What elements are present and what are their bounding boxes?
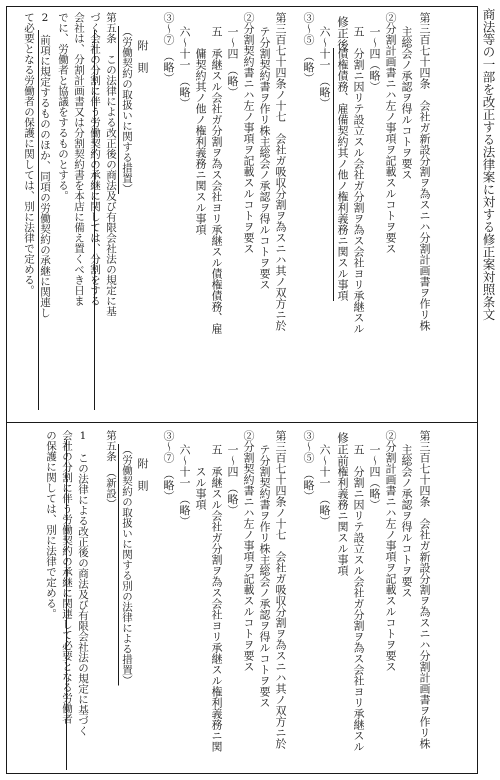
lower-line-4: 一〜四（略）	[368, 444, 381, 510]
lower-line-22: の保護に関しては、別に法律で定める。	[45, 430, 57, 619]
upper-line-11: ②分割契約書ニハ左ノ事項ヲ記載スルコトヲ要ス	[242, 12, 255, 254]
upper-line-20: づく会社の分割に伴う労働契約の承継に関しては、分割をする	[89, 12, 101, 306]
deleted-text-marker	[66, 440, 67, 770]
lower-line-9: 第三百七十四条ノ十七 会社ガ吸収分割ヲ為スニハ其ノ双方ニ於	[274, 430, 287, 749]
lower-line-21: 会社の分割に伴う労働契約の承継に関連して必要となる労働者	[61, 430, 73, 724]
lower-line-17: 附 則	[136, 458, 149, 491]
upper-section-header: 修正後	[336, 16, 350, 51]
upper-line-6: 債権債務、雇備契約其ノ他ノ権利義務ニ関スル事項	[336, 48, 349, 301]
lower-line-10: テ分割契約書ヲ作リ株主総会ノ承認ヲ得ルコトヲ要ス	[258, 444, 271, 708]
added-text-marker	[94, 30, 95, 410]
lower-line-20: 1 この法律による改正後の商法及び有限会社法の規定に基づく	[77, 430, 89, 736]
upper-line-3: ②分割計画書ニハ左ノ事項ヲ記載スルコトヲ要ス	[384, 12, 397, 254]
upper-line-23: 2 前項に規定するもののほか、同項の労働契約の承継に関連し	[39, 12, 51, 318]
document-title: 商法等の一部を改正する法律案に対する修正案対照条文	[481, 8, 496, 321]
added-text-marker	[38, 30, 39, 410]
lower-line-18: （労働契約の取扱いに関する別の法律による措置）	[121, 444, 133, 686]
lower-line-16: ③〜⑦ （略）	[162, 430, 175, 502]
lower-line-5: 五 分割ニ因リテ設立スル会社ガ分割ヲ為ス会社ヨリ承継スル	[352, 444, 365, 752]
lower-line-12: 一〜四 （略）	[226, 444, 239, 516]
upper-line-14: 傭契約其ノ他ノ権利義務ニ関スル事項	[194, 48, 207, 235]
upper-line-19: 第五条 この法律による改正後の商法及び有限会社法の規定に基	[105, 12, 117, 317]
upper-line-16: ③〜⑦ （略）	[162, 12, 175, 84]
upper-line-2: 主総会ノ承認ヲ得ルコトヲ要ス	[400, 26, 413, 180]
upper-line-18: （労働契約の取扱いに関する措置）	[121, 26, 133, 194]
upper-line-24: て必要となる労働者の保護に関しては、別に法律で定める。	[23, 12, 35, 296]
upper-line-10: テ分割契約書ヲ作リ株主総会ノ承認ヲ得ルコトヲ要ス	[258, 26, 271, 290]
upper-line-12: 一〜四 （略）	[226, 26, 239, 98]
lower-line-8: ③〜⑤ （略）	[302, 430, 315, 502]
upper-line-4: 一〜四（略）	[368, 26, 381, 92]
upper-line-5: 五 分割ニ因リテ設立スル会社ガ分割ヲ為ス会社ヨリ承継スル	[352, 26, 365, 334]
lower-line-3: ②分割計画書ニハ左ノ事項ヲ記載スルコトヲ要ス	[384, 430, 397, 672]
lower-line-2: 主総会ノ承認ヲ得ルコトヲ要ス	[400, 444, 413, 598]
upper-line-21: 会社は、分割計画書又は分割契約書を本店に備え置くべき日ま	[73, 12, 85, 306]
lower-line-15: 六〜十一 （略）	[178, 444, 191, 527]
upper-line-1: 第三百七十四条 会社ガ新設分割ヲ為スニハ分割計画書ヲ作リ株	[418, 12, 431, 331]
lower-line-19: 第五条 （新設）	[105, 430, 117, 509]
lower-line-11: ②分割契約書ニハ左ノ事項ヲ記載スルコトヲ要ス	[242, 430, 255, 672]
upper-line-7: 六〜十一 （略）	[318, 26, 331, 109]
upper-line-15: 六〜十一 （略）	[178, 26, 191, 109]
lower-line-6: 権利義務ニ関スル事項	[336, 466, 349, 576]
upper-line-13: 五 承継スル会社ガ分割ヲ為ス会社ヨリ承継スル債権債務、雇	[210, 26, 223, 334]
lower-line-7: 六〜十一 （略）	[318, 444, 331, 527]
lower-line-1: 第三百七十四条 会社ガ新設分割ヲ為スニハ分割計画書ヲ作リ株	[418, 430, 431, 749]
section-divider	[6, 422, 478, 423]
upper-line-9: 第三百七十四条ノ十七 会社ガ吸収分割ヲ為スニハ其ノ双方ニ於	[274, 12, 287, 331]
upper-line-8: ③〜⑤ （略）	[302, 12, 315, 84]
upper-line-17: 附 則	[136, 40, 149, 73]
lower-line-13: 五 承継スル会社ガ分割ヲ為ス会社ヨリ承継スル権利義務ニ関	[210, 444, 223, 752]
lower-line-14: スル事項	[194, 466, 207, 510]
lower-section-header: 修正前	[336, 432, 350, 467]
upper-line-22: でに、労働者と協議をするものとする。	[57, 12, 69, 201]
